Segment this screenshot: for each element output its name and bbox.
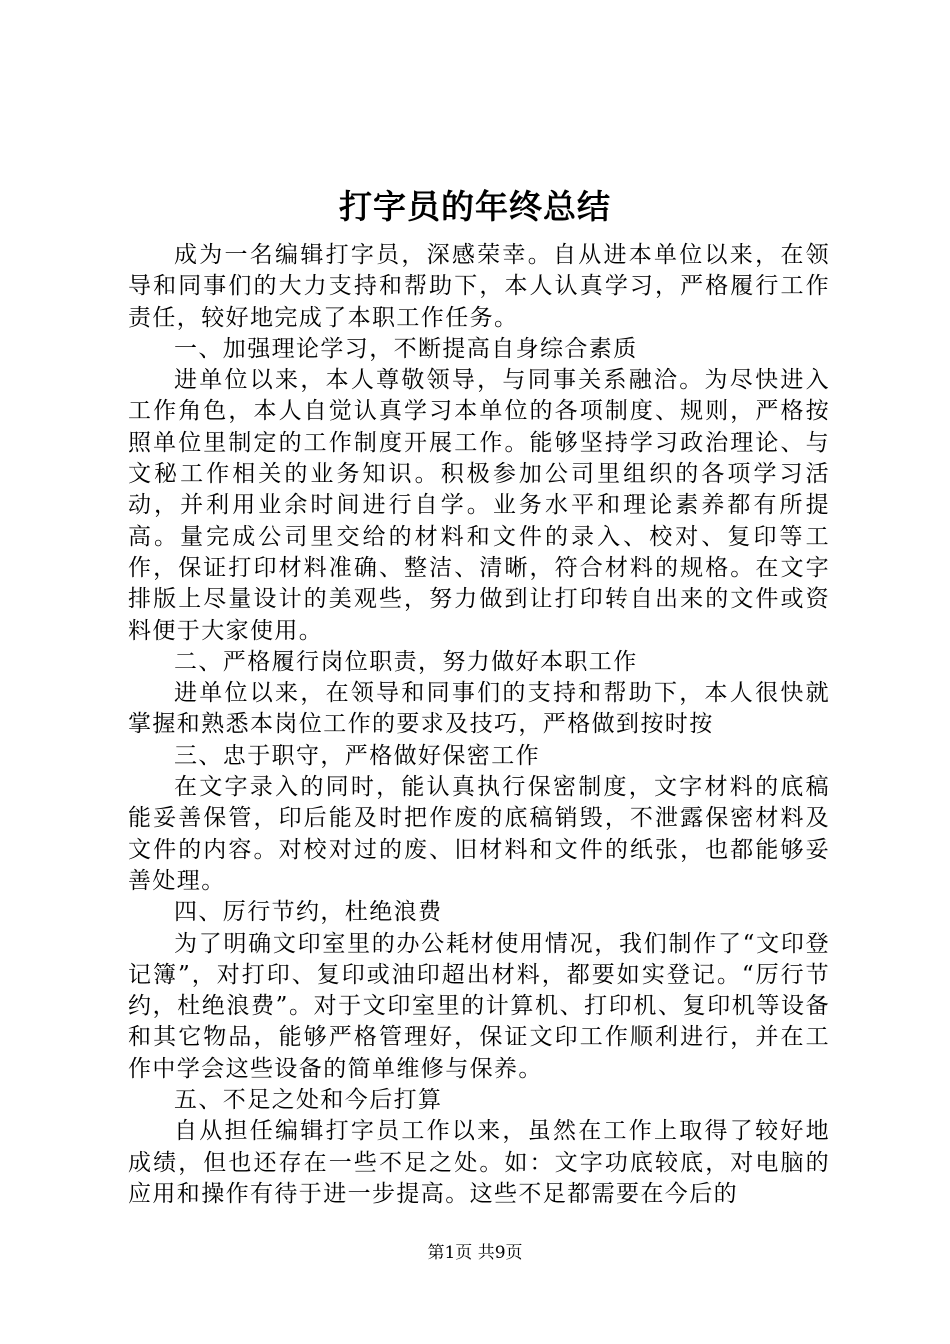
section-heading-3: 三、忠于职守，严格做好保密工作: [174, 742, 540, 769]
section-paragraph-5: 自从担任编辑打字员工作以来，虽然在工作上取得了较好地成绩，但也还存在一些不足之处。如：文字功底较底，对电脑的应用和操作有待于进一步提高。这些不足都需要在今后的: [128, 1118, 830, 1207]
section-heading-4: 四、厉行节约，杜绝浪费: [174, 899, 443, 926]
section-heading-5: 五、不足之处和今后打算: [174, 1087, 443, 1114]
page-number-footer: 第1页 共9页: [427, 1243, 523, 1263]
document-title: 打字员的年终总结: [339, 187, 611, 226]
section-paragraph-4: 为了明确文印室里的办公耗材使用情况，我们制作了“文印登记簿”，对打印、复印或油印超出材料，都要如实登记。“厉行节约，杜绝浪费”。对于文印室里的计算机、打印机、复印机等设备和其它物品，能够严格管理好，保证文印工作顺利进行，并在工作中学会这些设备的简单维修与保养。: [128, 930, 830, 1082]
section-paragraph-3: 在文字录入的同时，能认真执行保密制度，文字材料的底稿能妥善保管，印后能及时把作废的底稿销毁，不泄露保密材料及文件的内容。对校对过的废、旧材料和文件的纸张，也都能够妥善处理。: [128, 774, 830, 894]
section-paragraph-1: 进单位以来，本人尊敬领导，与同事关系融洽。为尽快进入工作角色，本人自觉认真学习本单位的各项制度、规则，严格按照单位里制定的工作制度开展工作。能够坚持学习政治理论、与文秘工作相关的业务知识。积极参加公司里组织的各项学习活动，并利用业余时间进行自学。业务水平和理论素养都有所提高。量完成公司里交给的材料和文件的录入、校对、复印等工作，保证打印材料准确、整洁、清晰，符合材料的规格。在文字排版上尽量设计的美观些，努力做到让打印转自出来的文件或资料便于大家使用。: [128, 367, 830, 644]
section-paragraph-2: 进单位以来，在领导和同事们的支持和帮助下，本人很快就掌握和熟悉本岗位工作的要求及技巧，严格做到按时按: [128, 680, 830, 738]
section-heading-2: 二、严格履行岗位职责，努力做好本职工作: [174, 648, 638, 675]
document-body: [128, 240, 830, 1210]
intro-paragraph: 成为一名编辑打字员，深感荣幸。自从进本单位以来，在领导和同事们的大力支持和帮助下，本人认真学习，严格履行工作责任，较好地完成了本职工作任务。: [128, 242, 830, 331]
section-heading-1: 一、加强理论学习，不断提高自身综合素质: [174, 335, 638, 362]
